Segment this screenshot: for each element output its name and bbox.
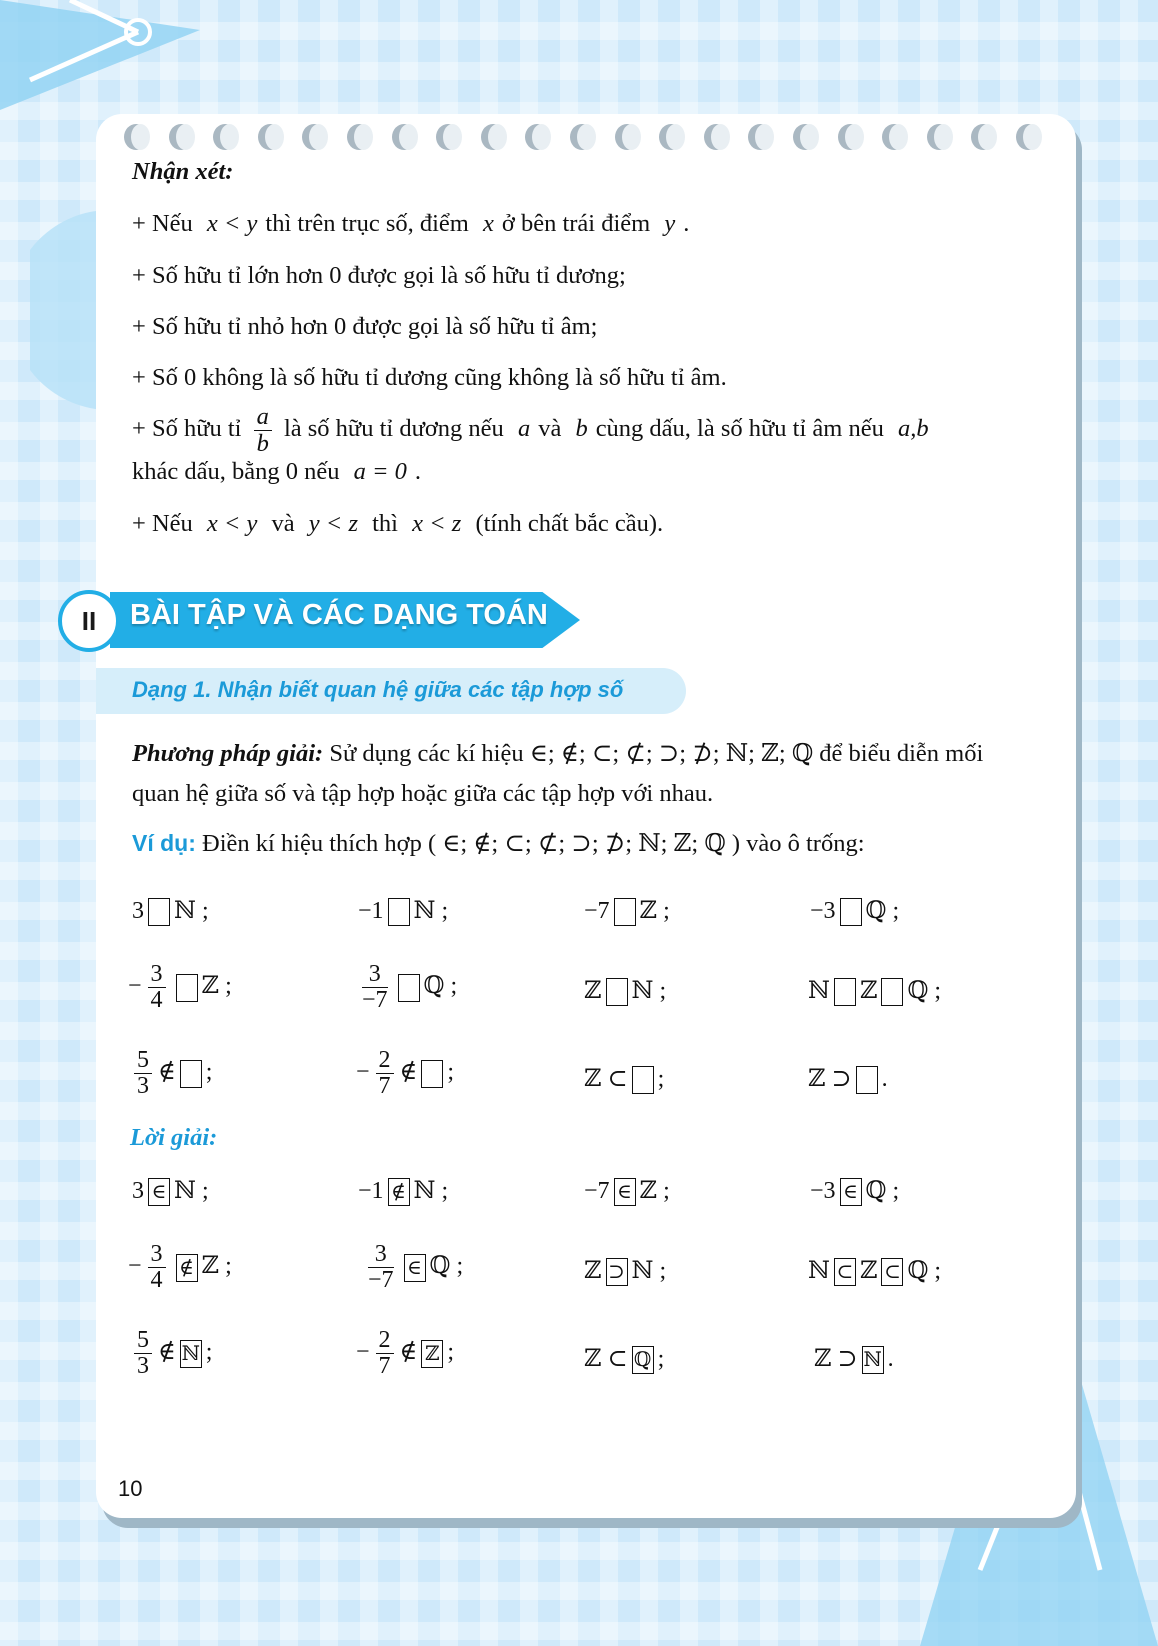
sol-r2-c2: $\frac{3}{-7}$ ∈ ℚ ; xyxy=(368,1241,464,1294)
binder-ring xyxy=(436,124,460,150)
answer-box-filled: ∈ xyxy=(404,1254,426,1282)
ex-r3-c1: $\frac{5}{3}$ ∉ ; xyxy=(128,1048,212,1099)
sol-r3-c4: ℤ ⊃ ℕ . xyxy=(814,1344,894,1374)
note-line-1: + Nếu x < y thì trên trục số, điểm x ở bên trái điểm y . xyxy=(132,210,690,237)
ex-r2-c2: $\frac{3}{-7}$ ℚ ; xyxy=(362,961,458,1014)
answer-box-filled: ℤ xyxy=(421,1340,443,1368)
binder-ring xyxy=(570,124,594,150)
binder-ring xyxy=(124,124,148,150)
answer-box-filled: ⊂ xyxy=(834,1258,856,1286)
sol-r1-c1: 3 ∈ ℕ ; xyxy=(132,1176,209,1206)
page-number: 10 xyxy=(118,1476,143,1501)
ex-r1-c1: 3 ℕ ; xyxy=(132,896,209,926)
answer-box[interactable] xyxy=(606,978,628,1006)
answer-box-filled: ℚ xyxy=(632,1346,654,1374)
binder-ring xyxy=(971,124,995,150)
answer-box[interactable] xyxy=(176,974,198,1002)
binder-ring xyxy=(169,124,193,150)
answer-box[interactable] xyxy=(632,1066,654,1094)
note-line-4: + Số 0 không là số hữu tỉ dương cũng không là số hữu tỉ âm. xyxy=(132,364,727,391)
binder-ring xyxy=(525,124,549,150)
ex-r2-c3: ℤ ℕ ; xyxy=(584,976,666,1006)
dang-title: Dạng 1. Nhận biết quan hệ giữa các tập hợp số xyxy=(132,677,624,702)
answer-box[interactable] xyxy=(856,1066,878,1094)
binder-ring xyxy=(302,124,326,150)
section-banner xyxy=(58,590,608,650)
answer-box[interactable] xyxy=(148,898,170,926)
binder-ring xyxy=(704,124,728,150)
answer-box-filled: ∈ xyxy=(148,1178,170,1206)
answer-box[interactable] xyxy=(840,898,862,926)
sol-r2-c1: − $\frac{3}{4}$ ∉ ℤ ; xyxy=(128,1241,232,1294)
answer-box[interactable] xyxy=(388,898,410,926)
method-line-2: quan hệ giữa số và tập hợp hoặc giữa các tập hợp với nhau. xyxy=(132,780,714,807)
answer-box[interactable] xyxy=(881,978,903,1006)
binder-ring xyxy=(392,124,416,150)
ex-r1-c4: −3 ℚ ; xyxy=(810,896,899,926)
solution-label: Lời giải: xyxy=(130,1124,218,1151)
notebook-page xyxy=(96,114,1076,1518)
note-line-2: + Số hữu tỉ lớn hơn 0 được gọi là số hữu tỉ dương; xyxy=(132,262,626,289)
sol-r3-c1: $\frac{5}{3}$ ∉ ℕ ; xyxy=(128,1328,212,1379)
ex-r1-c2: −1 ℕ ; xyxy=(358,896,448,926)
sol-r3-c2: − $\frac{2}{7}$ ∉ ℤ ; xyxy=(356,1327,454,1380)
section-title: BÀI TẬP VÀ CÁC DẠNG TOÁN xyxy=(130,599,548,631)
binder-ring xyxy=(838,124,862,150)
binder-ring xyxy=(793,124,817,150)
sol-r1-c2: −1 ∉ ℕ ; xyxy=(358,1176,448,1206)
sol-r2-c3: ℤ ⊃ ℕ ; xyxy=(584,1256,666,1286)
note-line-7: + Nếu x < y và y < z thì x < z (tính chất bắc cầu). xyxy=(132,510,664,537)
answer-box-filled: ℕ xyxy=(862,1346,884,1374)
ex-r2-c4: ℕ ℤ ℚ ; xyxy=(808,976,941,1006)
answer-box[interactable] xyxy=(834,978,856,1006)
answer-box-filled: ∉ xyxy=(388,1178,410,1206)
binder-rings xyxy=(124,124,1064,154)
dang-heading xyxy=(96,668,686,714)
sol-r2-c4: ℕ ⊂ ℤ ⊂ ℚ ; xyxy=(808,1256,941,1286)
ex-r3-c3: ℤ ⊂ ; xyxy=(584,1064,664,1094)
answer-box[interactable] xyxy=(180,1060,202,1088)
answer-box[interactable] xyxy=(421,1060,443,1088)
ex-r2-c1: − $\frac{3}{4}$ ℤ ; xyxy=(128,961,232,1014)
sol-r3-c3: ℤ ⊂ ℚ ; xyxy=(584,1344,664,1374)
answer-box-filled: ∈ xyxy=(614,1178,636,1206)
answer-box-filled: ∉ xyxy=(176,1254,198,1282)
binder-ring xyxy=(748,124,772,150)
answer-box-filled: ∈ xyxy=(840,1178,862,1206)
section-numeral: II xyxy=(58,590,120,652)
binder-ring xyxy=(347,124,371,150)
binder-ring xyxy=(213,124,237,150)
compass-decoration-top xyxy=(0,0,220,120)
binder-ring xyxy=(659,124,683,150)
binder-ring xyxy=(481,124,505,150)
example-line: Ví dụ: Điền kí hiệu thích hợp ( ∈; ∉; ⊂; ⊄; ⊃; ⊅; ℕ; ℤ; ℚ ) vào ô trống: xyxy=(132,830,865,857)
sol-r1-c3: −7 ∈ ℤ ; xyxy=(584,1176,670,1206)
binder-ring xyxy=(882,124,906,150)
answer-box[interactable] xyxy=(614,898,636,926)
binder-ring xyxy=(258,124,282,150)
note-line-6: khác dấu, bằng 0 nếu a = 0 . xyxy=(132,458,422,485)
binder-ring xyxy=(1016,124,1040,150)
ex-r3-c2: − $\frac{2}{7}$ ∉ ; xyxy=(356,1047,454,1100)
method-line-1: Phương pháp giải: Sử dụng các kí hiệu ∈; ∉; ⊂; ⊄; ⊃; ⊅; ℕ; ℤ; ℚ để biểu diễn mối xyxy=(132,740,984,767)
note-line-3: + Số hữu tỉ nhỏ hơn 0 được gọi là số hữu tỉ âm; xyxy=(132,313,598,340)
answer-box-filled: ℕ xyxy=(180,1340,202,1368)
answer-box-filled: ⊃ xyxy=(606,1258,628,1286)
binder-ring xyxy=(927,124,951,150)
ex-r3-c4: ℤ ⊃ . xyxy=(808,1064,888,1094)
binder-ring xyxy=(615,124,639,150)
sol-r1-c4: −3 ∈ ℚ ; xyxy=(810,1176,899,1206)
ex-r1-c3: −7 ℤ ; xyxy=(584,896,670,926)
note-line-5: + Số hữu tỉ $\frac{a}{b}$ là số hữu tỉ dương nếu a và b cùng dấu, là số hữu tỉ âm nếu a,b xyxy=(132,403,929,457)
note-heading: Nhận xét: xyxy=(132,158,234,185)
answer-box[interactable] xyxy=(398,974,420,1002)
answer-box-filled: ⊂ xyxy=(881,1258,903,1286)
